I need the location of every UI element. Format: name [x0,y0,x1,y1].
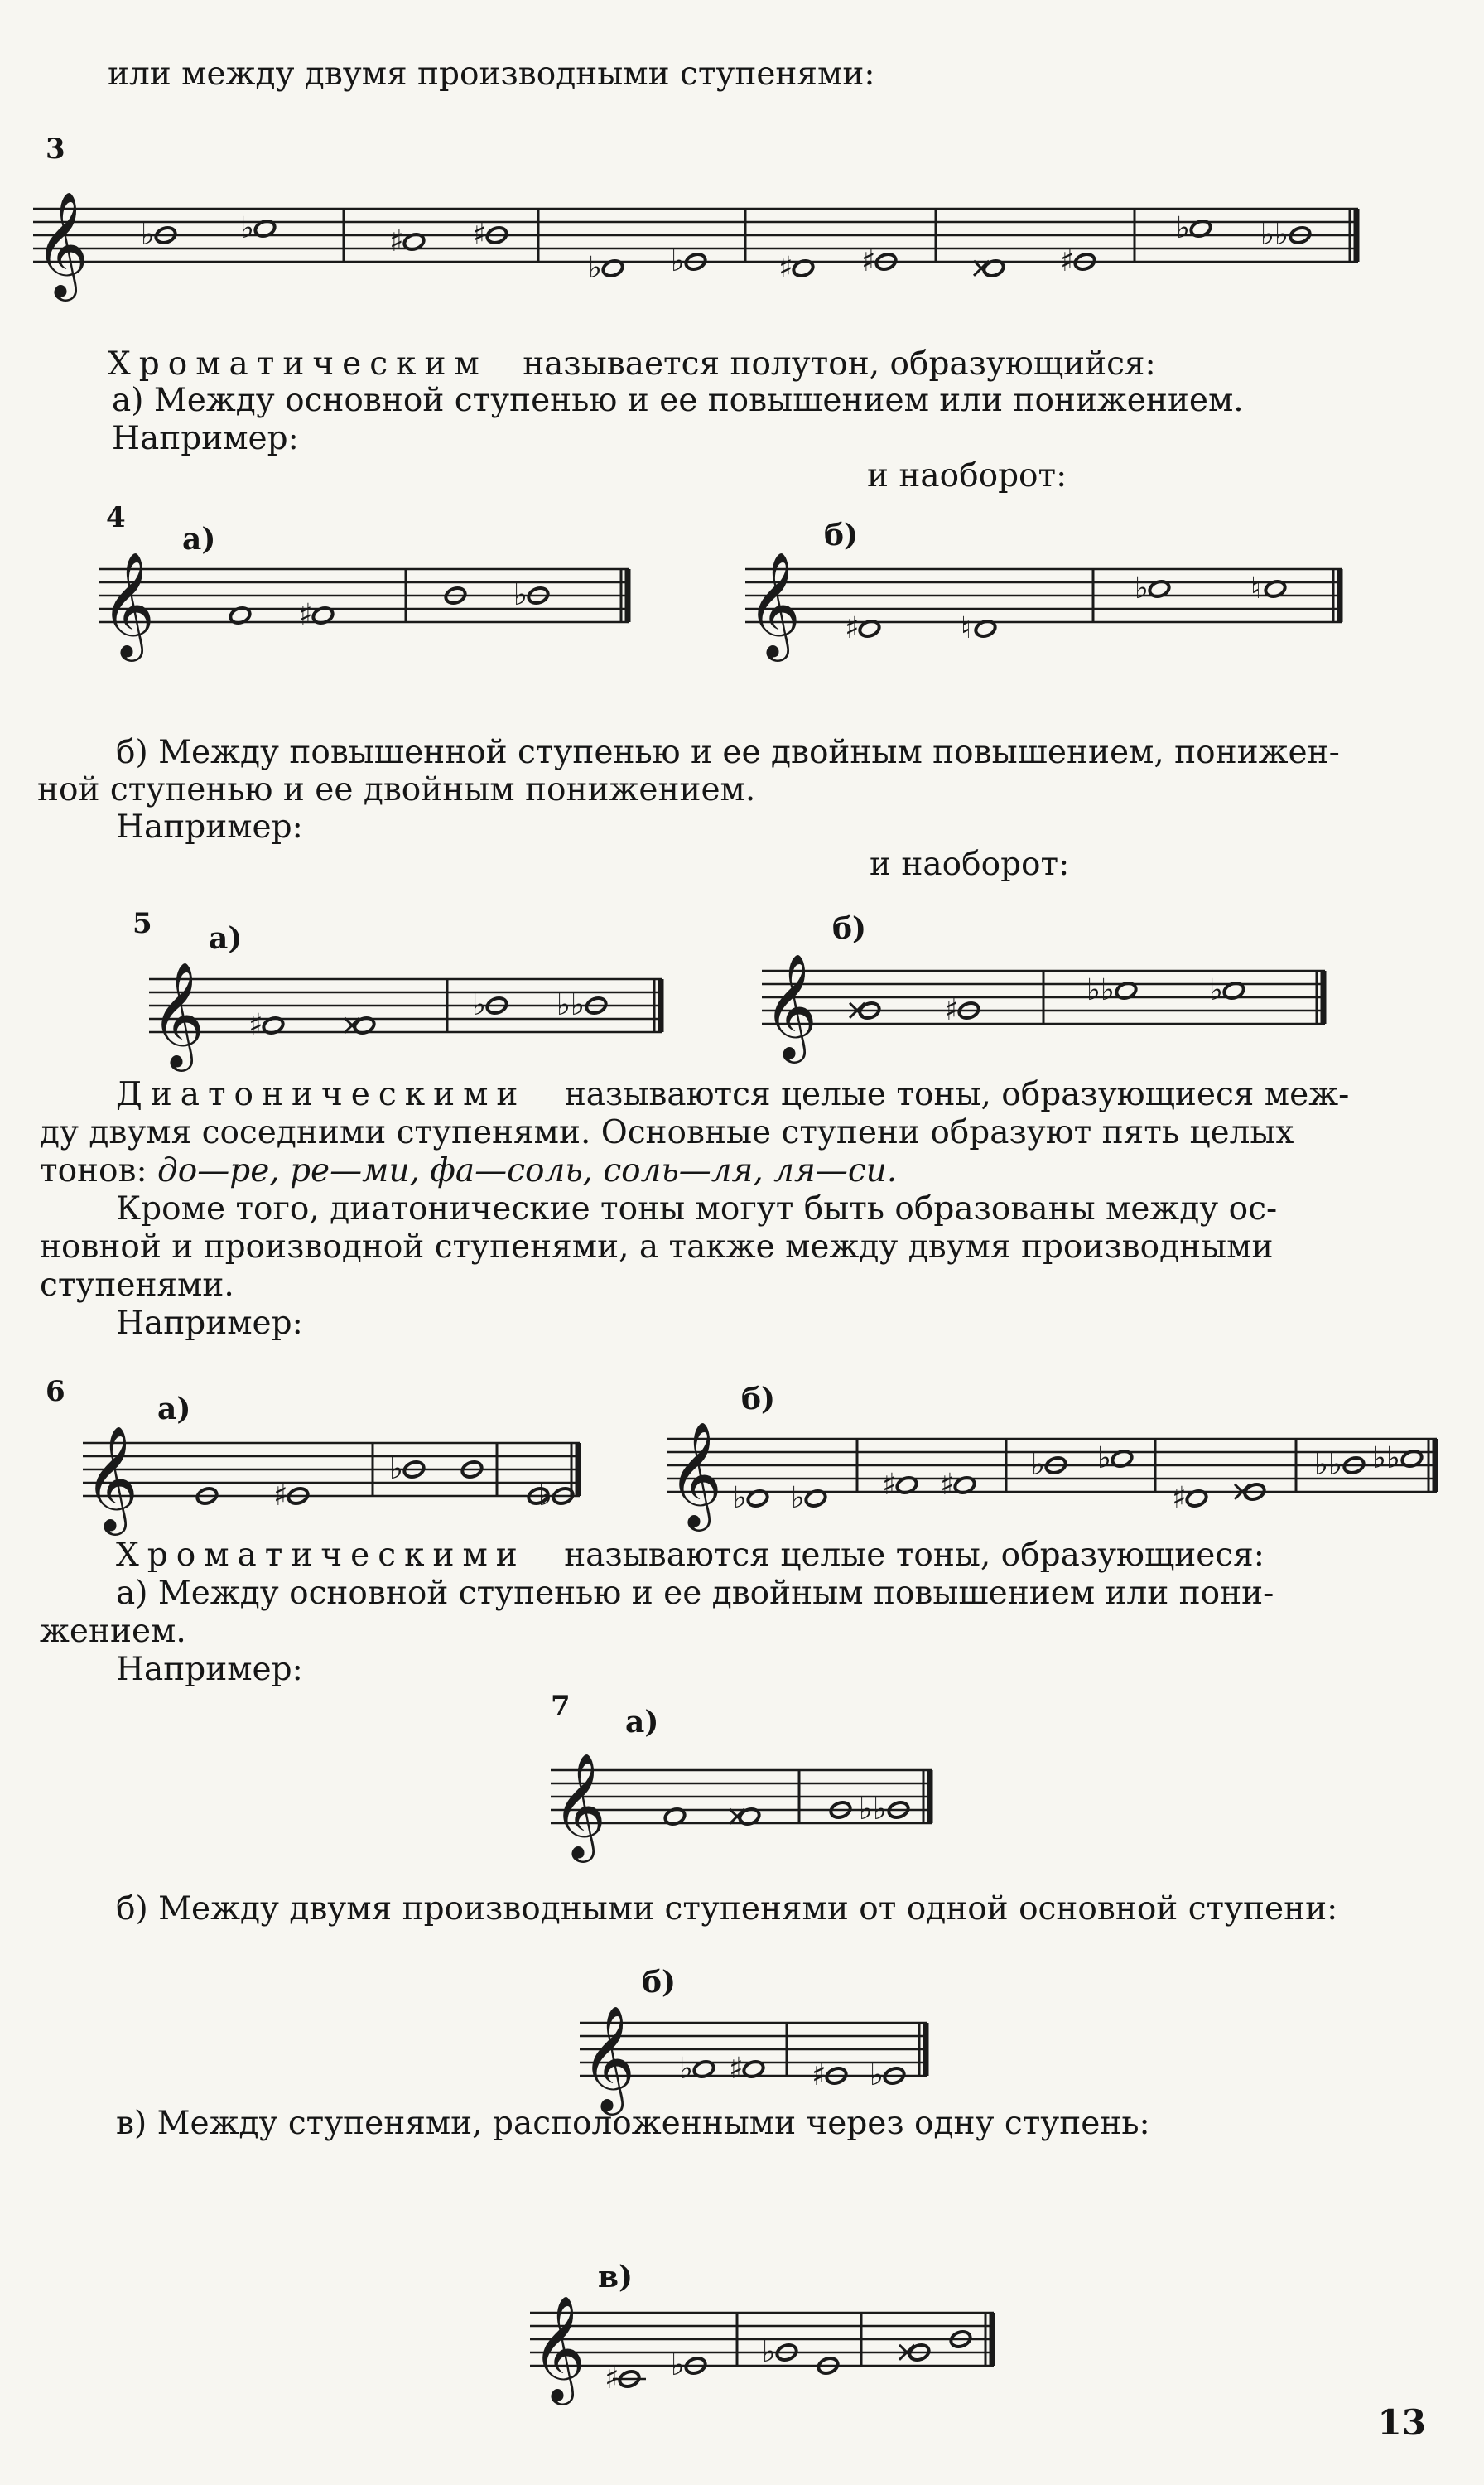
diatonic-heading [116,1077,1349,1113]
treble-clef-icon: 𝄞 [84,1425,139,1531]
accidental-icon: ♯ [389,224,404,258]
treble-clef-icon: 𝄞 [581,2005,636,2111]
accidental-icon: ♮ [1250,572,1261,606]
example-label: Например: [116,1305,303,1342]
accidental-icon: ♯ [273,1479,288,1513]
treble-clef-icon: 𝄞 [151,961,205,1067]
staff-example-5a [149,961,662,1067]
accidental-icon: ♯ [298,598,313,632]
sub-label: б) [832,911,867,946]
accidental-icon: × [894,2335,920,2369]
accidental-icon: ♭♭ [1086,973,1115,1007]
example-number: 3 [46,133,65,166]
accidental-icon: ♯ [1060,244,1075,278]
tone-rule-a-line2: жением. [40,1613,186,1650]
rule-a: а) Между основной ступенью и ее повышением или понижением. [112,382,1244,419]
sub-label: а) [209,921,243,956]
accidental-icon: × [1230,1474,1255,1508]
sub-label: б) [642,1965,677,2000]
treble-clef-icon: 𝄞 [747,551,802,657]
accidental-icon: ♭ [1135,572,1149,606]
staff-example-6a [83,1425,580,1531]
accidental-icon: ♭ [671,244,685,278]
sub-label: а) [157,1392,191,1426]
treble-clef-icon: 𝄞 [764,953,818,1059]
example-number: 4 [106,501,126,534]
accidental-icon: × [340,1008,365,1042]
term-chromatic: Хроматическим [108,345,488,383]
staff-example-7b [580,2005,928,2111]
accidental-icon: ♭ [141,218,155,252]
accidental-icon: ♯ [944,993,959,1027]
accidental-icon: ♭♭ [556,988,585,1022]
diatonic-line2: ду двумя соседними ступенями. Основные ступени образуют пять целых [40,1114,1294,1151]
accidental-icon: ♯ [605,2362,619,2396]
accidental-icon: ♭♭ [859,1793,887,1826]
accidental-icon: ♭ [1031,1448,1045,1482]
diatonic-line5: новной и производной ступенями, а также между двумя производными [40,1228,1274,1266]
heading-rest: называются целые тоны, образующиеся: [564,1537,1265,1574]
accidental-icon: ♭ [538,1479,552,1513]
sub-label: б) [824,518,859,552]
chromatic-tone-heading [116,1537,1265,1574]
accidental-icon: ♯ [248,1008,263,1042]
accidental-icon: ♯ [778,251,793,285]
sub-label: а) [625,1705,659,1740]
accidental-icon: ♭ [1209,973,1223,1007]
staff-example-4a [99,551,629,657]
rule-b-line2: ной ступенью и ее двойным понижением. [37,771,756,808]
accidental-icon: ♭♭ [1314,1448,1342,1482]
term-diatonic: Диатоническими [116,1076,527,1113]
reverse-label: и наоборот: [867,457,1067,495]
treble-clef-icon: 𝄞 [552,1752,607,1858]
heading-rest: называется полутон, образующийся: [523,345,1156,383]
accidental-icon: ♭ [679,2052,693,2086]
accidental-icon: × [969,251,995,285]
accidental-icon: ♯ [1172,1481,1187,1515]
accidental-icon: × [725,1799,750,1833]
staff-example-6b [667,1421,1437,1527]
staff-example-7c [530,2294,994,2401]
accidental-icon: ♯ [729,2052,744,2086]
sub-label: а) [182,522,216,557]
staff-example-7a [551,1752,932,1858]
accidental-icon: ♭ [1176,211,1190,245]
example-number: 6 [46,1375,65,1408]
heading-rest: называются целые тоны, образующиеся меж- [564,1076,1350,1113]
treble-clef-icon: 𝄞 [35,191,89,297]
accidental-icon: ♭ [733,1481,747,1515]
term-chromatic-tones: Хроматическими [116,1537,526,1574]
accidental-icon: ♯ [472,218,487,252]
accidental-icon: ♭ [671,2348,685,2382]
accidental-icon: ♮ [961,611,971,645]
accidental-icon: ♯ [845,611,860,645]
accidental-icon: ♭ [588,251,602,285]
accidental-icon: ♭ [240,211,254,245]
page-number: 13 [1377,2402,1426,2443]
accidental-icon: ♭ [389,1452,403,1486]
accidental-icon: ♭ [513,578,528,612]
example-number: 7 [551,1690,571,1723]
example-label: Например: [116,1651,303,1688]
accidental-icon: ♭♭ [1260,218,1289,252]
accidental-icon: ♭ [870,2058,884,2092]
intro-line: или между двумя производными ступенями: [108,55,875,93]
accidental-icon: ♭♭ [1372,1441,1400,1475]
rule-b-line1: б) Между повышенной ступенью и ее двойным повышением, понижен- [116,734,1340,771]
accidental-icon: ♭ [762,2335,776,2369]
reverse-label: и наоборот: [870,846,1070,883]
accidental-icon: × [845,993,870,1027]
treble-clef-icon: 𝄞 [668,1421,723,1527]
staff-example-5b [762,953,1325,1059]
chromatic-semitone-heading [108,346,1156,383]
treble-clef-icon: 𝄞 [101,551,156,657]
diatonic-line3 [40,1153,897,1189]
accidental-icon: ♯ [882,1468,897,1502]
tone-rule-b: б) Между двумя производными ступенями от одной основной ступени: [116,1890,1338,1928]
accidental-icon: ♭ [1097,1441,1111,1475]
example-label: Например: [112,420,299,457]
staff-example-4b [745,551,1342,657]
sub-label: б) [741,1382,776,1416]
tone-rule-a-line1: а) Между основной ступенью и ее двойным повышением или пони- [116,1575,1274,1612]
accidental-icon: ♯ [861,244,876,278]
staff-example-3 [33,191,1358,297]
accidental-icon: ♯ [940,1468,955,1502]
tones-prefix: тонов: [40,1152,147,1189]
example-number: 5 [132,907,152,940]
accidental-icon: ♭ [472,988,486,1022]
accidental-icon: ♭ [791,1481,805,1515]
example-label: Например: [116,808,303,846]
diatonic-line4: Кроме того, диатонические тоны могут быть образованы между ос- [116,1190,1278,1228]
diatonic-line6: ступенями. [40,1267,234,1304]
sub-label: в) [598,2260,634,2294]
tones-list: до—ре, ре—ми, фа—соль, соль—ля, ля—си. [157,1152,898,1189]
treble-clef-icon: 𝄞 [532,2294,586,2401]
tone-rule-c: в) Между ступенями, расположенными через одну ступень: [116,2105,1150,2142]
accidental-icon: ♯ [812,2058,826,2092]
